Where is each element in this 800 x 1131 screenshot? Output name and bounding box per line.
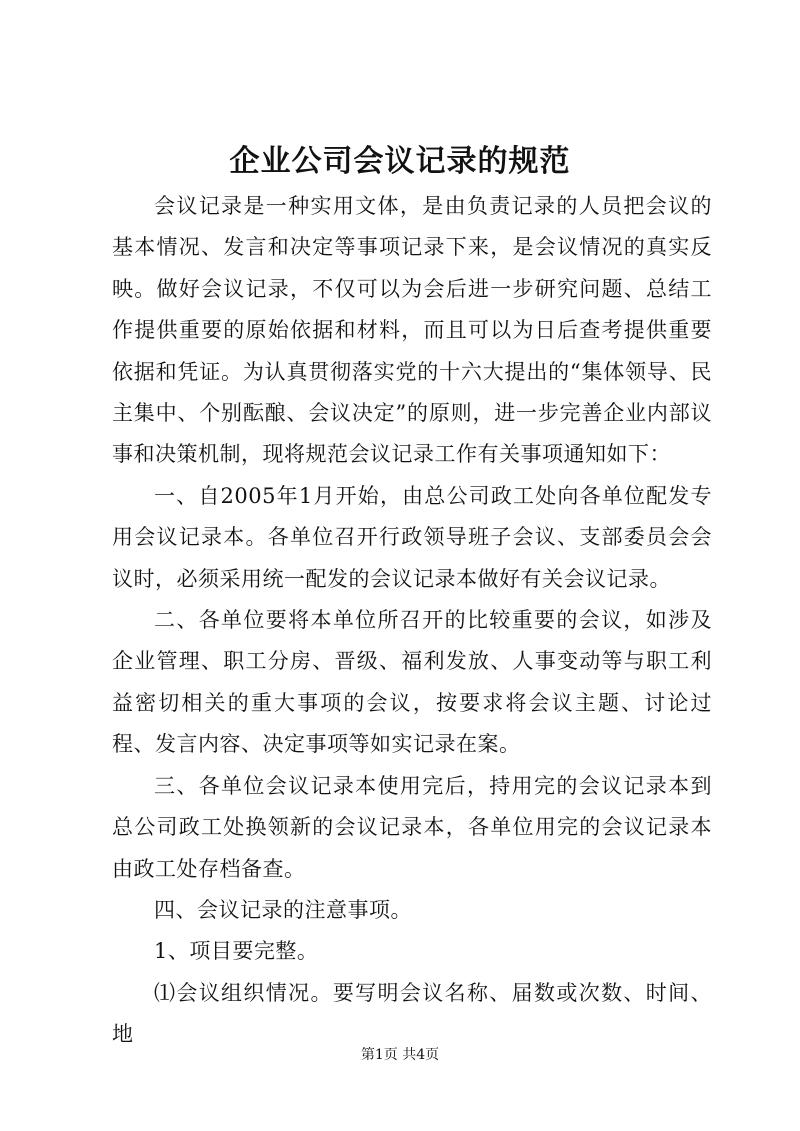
paragraph-item-4: 四、会议记录的注意事项。 bbox=[154, 897, 412, 922]
document-body bbox=[112, 186, 712, 1056]
paragraph-intro: 会议记录是一种实用文体，是由负责记录的人员把会议的基本情况、发言和决定等事项记录下来，是会议情况的真实反映。做好会议记录，不仅可以为会后进一步研究问题、总结工作提供重要的原始依据和材料，而且可以为日后查考提供重要依据和凭证。为认真贯彻落实党的十六大提出的“集体领导、民主集中、个别酝酿、会议决定”的原则，进一步完善企业内部议事和决策机制，现将规范会议记录工作有关事项通知如下： bbox=[112, 194, 712, 467]
page-footer: 第1页 共4页 bbox=[360, 1047, 440, 1063]
paragraph-item-1: 一、自2005年1月开始，由总公司政工处向各单位配发专用会议记录本。各单位召开行政领导班子会议、支部委员会会议时，必须采用统一配发的会议记录本做好有关会议记录。 bbox=[112, 483, 712, 591]
document-title: 企业公司会议记录的规范 bbox=[229, 144, 571, 179]
paragraph-subitem-1: 1、项目要完整。 bbox=[154, 939, 319, 964]
paragraph-item-3: 三、各单位会议记录本使用完后，持用完的会议记录本到总公司政工处换领新的会议记录本，各单位用完的会议记录本由政工处存档备查。 bbox=[112, 773, 712, 881]
paragraph-subitem-1-1: ⑴会议组织情况。要写明会议名称、届数或次数、时间、地 bbox=[112, 980, 712, 1047]
paragraph-item-2: 二、各单位要将本单位所召开的比较重要的会议，如涉及企业管理、职工分房、晋级、福利发放、人事变动等与职工利益密切相关的重大事项的会议，按要求将会议主题、讨论过程、发言内容、决定事项等如实记录在案。 bbox=[112, 608, 712, 757]
